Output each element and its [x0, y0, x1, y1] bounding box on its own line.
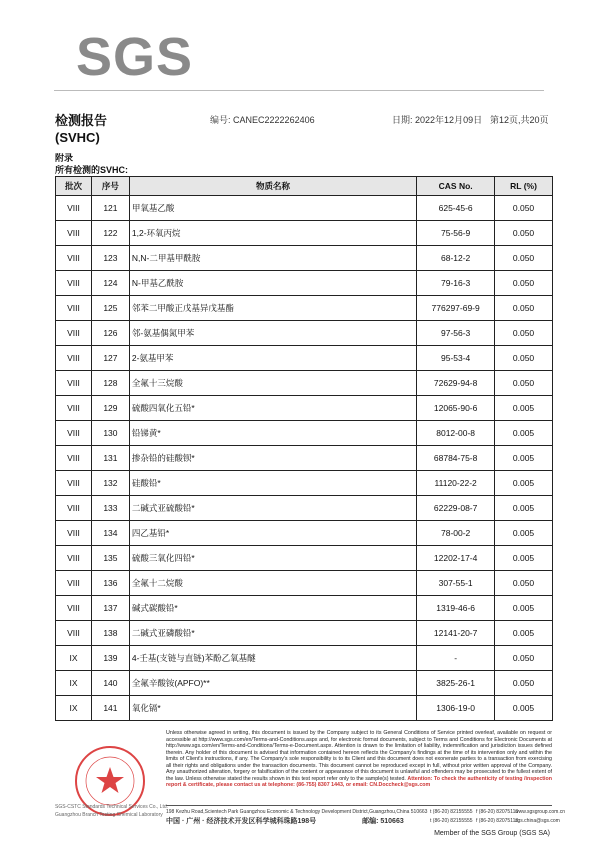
- table-row: [56, 671, 553, 696]
- serial-cell: 124: [91, 271, 129, 296]
- cas-cell: 307-55-1: [417, 571, 495, 596]
- table-row: [56, 346, 553, 371]
- table-row: [56, 421, 553, 446]
- batch-cell: IX: [56, 646, 92, 671]
- batch-cell: VIII: [56, 471, 92, 496]
- substance-cell: N-甲基乙酰胺: [129, 271, 416, 296]
- table-row: [56, 646, 553, 671]
- sgs-group-member: Member of the SGS Group (SGS SA): [434, 830, 550, 837]
- batch-cell: VIII: [56, 521, 92, 546]
- table-row: [56, 221, 553, 246]
- substance-cell: 碱式碳酸铅*: [129, 596, 416, 621]
- serial-cell: 140: [91, 671, 129, 696]
- rl-cell: 0.005: [495, 696, 553, 721]
- batch-cell: VIII: [56, 321, 92, 346]
- cas-cell: 776297-69-9: [417, 296, 495, 321]
- serial-cell: 134: [91, 521, 129, 546]
- rl-cell: 0.005: [495, 496, 553, 521]
- authenticity-notice: Attention: To check the authenticity of testing /inspection report & certificate, please contact us at telephone: (86-755) 8307 1443, or email: CN.Doccheck@sgs.com: [166, 775, 552, 788]
- substance-cell: 硫酸三氧化四铅*: [129, 546, 416, 571]
- rl-cell: 0.005: [495, 621, 553, 646]
- serial-cell: 139: [91, 646, 129, 671]
- report-number: [210, 113, 315, 126]
- table-row: [56, 446, 553, 471]
- batch-cell: VIII: [56, 496, 92, 521]
- table-body: [56, 196, 553, 721]
- disclaimer-text: Unless otherwise agreed in writing, this document is issued by the Company subject to its General Conditions of Service printed overleaf, available on request or accessible at http://www.sgs.com/en/Terms-and-Conditions.aspx and, for electronic format documents, subject to Terms and Conditions for Electronic Documents at http://www.sgs.com/en/Terms-and-Conditions/Terms-e-Document.aspx. Attention is drawn to the limitation of liability, indemnification and jurisdiction issues defined therein. Any holder of this document is advised that information contained hereon reflects the Company's findings at the time of its intervention only and within the limits of Client's instructions, if any. The Company's sole responsibility is to its Client and this document does not exonerate parties to a transaction from exercising all their rights and obligations under the transaction documents. This document cannot be reproduced except in full, without prior written approval of the Company. Any unauthorized alteration, forgery or falsification of the content or appearance of this document is unlawful and offenders may be prosecuted to the fullest extent of the law. Unless otherwise stated the results shown in this test report refer only to the sample(s) tested.: [166, 730, 552, 782]
- report-date-value: 2022年12月09日: [415, 115, 483, 125]
- serial-cell: 122: [91, 221, 129, 246]
- rl-cell: 0.005: [495, 421, 553, 446]
- fax-2: f (86-20) 82075113: [476, 818, 519, 824]
- cas-cell: 72629-94-8: [417, 371, 495, 396]
- page-number: 第12页,共20页: [490, 115, 549, 125]
- cas-cell: 12202-17-4: [417, 546, 495, 571]
- serial-cell: 123: [91, 246, 129, 271]
- table-row: [56, 296, 553, 321]
- postcode-value: 510663: [380, 818, 404, 825]
- serial-cell: 127: [91, 346, 129, 371]
- cas-cell: -: [417, 646, 495, 671]
- rl-cell: 0.050: [495, 571, 553, 596]
- rl-cell: 0.050: [495, 371, 553, 396]
- batch-cell: VIII: [56, 246, 92, 271]
- batch-cell: IX: [56, 671, 92, 696]
- table-row: [56, 246, 553, 271]
- header-cas: CAS No.: [417, 177, 495, 196]
- cas-cell: 97-56-3: [417, 321, 495, 346]
- substance-cell: 硅酸铅*: [129, 471, 416, 496]
- rl-cell: 0.005: [495, 471, 553, 496]
- substance-cell: 全氟辛酸铵(APFO)**: [129, 671, 416, 696]
- report-number-value: CANEC2222262406: [233, 115, 315, 125]
- rl-cell: 0.005: [495, 446, 553, 471]
- header-rl: RL (%): [495, 177, 553, 196]
- batch-cell: VIII: [56, 371, 92, 396]
- cas-cell: 12141-20-7: [417, 621, 495, 646]
- table-row: [56, 571, 553, 596]
- serial-cell: 135: [91, 546, 129, 571]
- table-row: [56, 696, 553, 721]
- table-header-row: [56, 177, 553, 196]
- table-row: [56, 496, 553, 521]
- cas-cell: 8012-00-8: [417, 421, 495, 446]
- seal-caption-line1: SGS-CSTC Standards Technical Services Co., Ltd.: [55, 804, 169, 810]
- serial-cell: 136: [91, 571, 129, 596]
- cas-cell: 62229-08-7: [417, 496, 495, 521]
- cas-cell: 95-53-4: [417, 346, 495, 371]
- serial-cell: 130: [91, 421, 129, 446]
- substance-cell: 2-氨基甲苯: [129, 346, 416, 371]
- rl-cell: 0.005: [495, 396, 553, 421]
- header-divider: [54, 90, 544, 91]
- substance-cell: 二碱式亚磷酸铅*: [129, 621, 416, 646]
- rl-cell: 0.005: [495, 546, 553, 571]
- cas-cell: 625-45-6: [417, 196, 495, 221]
- batch-cell: VIII: [56, 196, 92, 221]
- batch-cell: VIII: [56, 571, 92, 596]
- rl-cell: 0.050: [495, 271, 553, 296]
- rl-cell: 0.005: [495, 521, 553, 546]
- rl-cell: 0.050: [495, 246, 553, 271]
- rl-cell: 0.050: [495, 221, 553, 246]
- table-row: [56, 471, 553, 496]
- report-date: [392, 113, 482, 126]
- serial-cell: 121: [91, 196, 129, 221]
- seal-caption-line2: Guangzhou Branch Testing Chemical Laboratory: [55, 812, 163, 818]
- batch-cell: VIII: [56, 396, 92, 421]
- cas-cell: 68784-75-8: [417, 446, 495, 471]
- table-row: [56, 396, 553, 421]
- cas-cell: 79-16-3: [417, 271, 495, 296]
- telephone-2: t (86-20) 82155555: [430, 818, 473, 824]
- table-row: [56, 271, 553, 296]
- batch-cell: VIII: [56, 546, 92, 571]
- rl-cell: 0.050: [495, 671, 553, 696]
- batch-cell: VIII: [56, 271, 92, 296]
- serial-cell: 129: [91, 396, 129, 421]
- serial-cell: 133: [91, 496, 129, 521]
- batch-cell: VIII: [56, 446, 92, 471]
- fax-1: f (86-20) 82075113: [476, 809, 519, 815]
- substance-cell: N,N-二甲基甲酰胺: [129, 246, 416, 271]
- footer-divider: [166, 805, 552, 806]
- report-number-label: 编号:: [210, 115, 231, 125]
- address-english: 198 Kezhu Road,Scientech Park Guangzhou Economic & Technology Development District,Guangzhou,China 510663: [166, 809, 428, 815]
- serial-cell: 132: [91, 471, 129, 496]
- substance-cell: 邻-氨基偶氮甲苯: [129, 321, 416, 346]
- substance-cell: 四乙基铅*: [129, 521, 416, 546]
- cas-cell: 1319-46-6: [417, 596, 495, 621]
- table-row: [56, 596, 553, 621]
- rl-cell: 0.050: [495, 346, 553, 371]
- substance-cell: 掺杂铅的硅酸钡*: [129, 446, 416, 471]
- cas-cell: 3825-26-1: [417, 671, 495, 696]
- table-row: [56, 521, 553, 546]
- header-substance: 物质名称: [129, 177, 416, 196]
- cas-cell: 12065-90-6: [417, 396, 495, 421]
- header-batch: 批次: [56, 177, 92, 196]
- batch-cell: IX: [56, 696, 92, 721]
- rl-cell: 0.005: [495, 596, 553, 621]
- serial-cell: 126: [91, 321, 129, 346]
- table-row: [56, 321, 553, 346]
- email: sgs.china@sgs.com: [515, 818, 560, 824]
- substance-cell: 全氟十三烷酸: [129, 371, 416, 396]
- address-chinese: [166, 816, 404, 826]
- substance-cell: 二碱式亚硫酸铅*: [129, 496, 416, 521]
- substance-cell: 1,2-环氧丙烷: [129, 221, 416, 246]
- serial-cell: 125: [91, 296, 129, 321]
- telephone-1: t (86-20) 82155555: [430, 809, 473, 815]
- cas-cell: 11120-22-2: [417, 471, 495, 496]
- substance-cell: 4-壬基(支链与直链)苯酚乙氧基醚: [129, 646, 416, 671]
- rl-cell: 0.050: [495, 296, 553, 321]
- cas-cell: 1306-19-0: [417, 696, 495, 721]
- table-row: [56, 621, 553, 646]
- cas-cell: 78-00-2: [417, 521, 495, 546]
- cas-cell: 75-56-9: [417, 221, 495, 246]
- cas-cell: 68-12-2: [417, 246, 495, 271]
- serial-cell: 141: [91, 696, 129, 721]
- batch-cell: VIII: [56, 296, 92, 321]
- report-date-label: 日期:: [392, 115, 413, 125]
- substance-cell: 氧化镉*: [129, 696, 416, 721]
- batch-cell: VIII: [56, 596, 92, 621]
- postcode-label: 邮编:: [362, 818, 379, 825]
- svhc-table: [55, 176, 553, 721]
- serial-cell: 128: [91, 371, 129, 396]
- header-serial: 序号: [91, 177, 129, 196]
- svhc-list-title: 所有检测的SVHC:: [55, 165, 129, 175]
- batch-cell: VIII: [56, 221, 92, 246]
- appendix-heading: 附录: [55, 153, 74, 163]
- serial-cell: 137: [91, 596, 129, 621]
- substance-cell: 甲氧基乙酸: [129, 196, 416, 221]
- substance-cell: 全氟十二烷酸: [129, 571, 416, 596]
- substance-cell: 硫酸四氧化五铅*: [129, 396, 416, 421]
- substance-cell: 铅锑黄*: [129, 421, 416, 446]
- substance-cell: 邻苯二甲酸正戊基异戊基酯: [129, 296, 416, 321]
- batch-cell: VIII: [56, 346, 92, 371]
- rl-cell: 0.050: [495, 321, 553, 346]
- batch-cell: VIII: [56, 421, 92, 446]
- batch-cell: VIII: [56, 621, 92, 646]
- website: www.sgsgroup.com.cn: [515, 809, 566, 815]
- rl-cell: 0.050: [495, 646, 553, 671]
- report-subtitle: (SVHC): [55, 130, 100, 145]
- table-row: [56, 546, 553, 571]
- serial-cell: 131: [91, 446, 129, 471]
- footer-disclaimer: [166, 730, 552, 789]
- serial-cell: 138: [91, 621, 129, 646]
- report-title: 检测报告: [55, 113, 108, 128]
- table-row: [56, 371, 553, 396]
- table-row: [56, 196, 553, 221]
- rl-cell: 0.050: [495, 196, 553, 221]
- address-chinese-text: 中国 · 广州 · 经济技术开发区科学城科珠路198号: [166, 818, 317, 825]
- sgs-logo: SGS: [76, 27, 194, 87]
